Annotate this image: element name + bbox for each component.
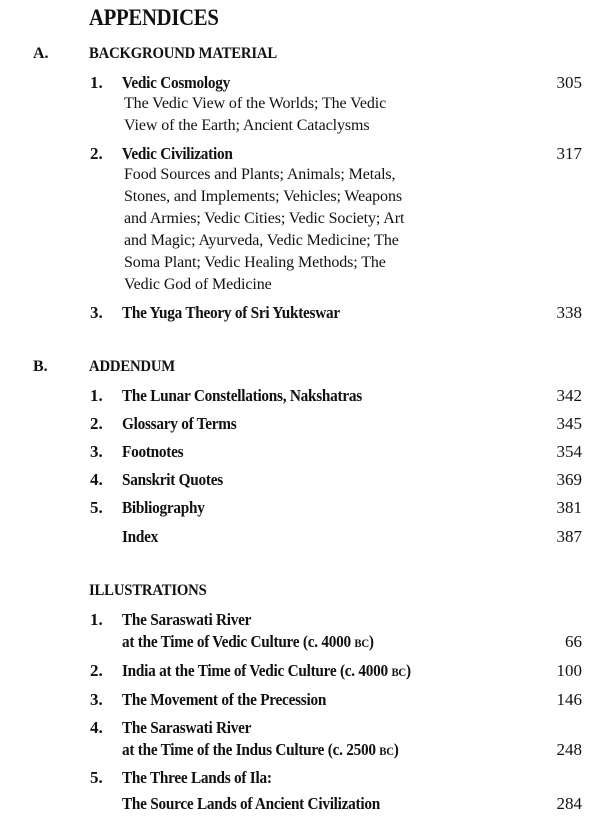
section-a-heading: BACKGROUND MATERIAL (89, 45, 278, 62)
entry-title: Bibliography (122, 498, 205, 517)
entry-title: The Saraswati River (122, 718, 252, 737)
entry-number: 2. (90, 414, 103, 433)
entry-title: The Lunar Constellations, Nakshatras (122, 386, 362, 405)
entry-number: 3. (90, 442, 103, 461)
entry-number: 5. (90, 498, 103, 517)
entry-title-line2: at the Time of the Indus Culture (c. 2500 BC) (122, 740, 399, 759)
entry-number: 4. (90, 470, 103, 489)
entry-title: Glossary of Terms (122, 414, 237, 433)
entry-page: 345 (556, 414, 582, 433)
entry-number: 1. (90, 73, 103, 92)
entry-description-line: Stones, and Implements; Vehicles; Weapons (124, 188, 402, 205)
entry-description-line: The Vedic View of the Worlds; The Vedic (124, 95, 387, 112)
entry-page: 284 (556, 794, 582, 813)
entry-number: 3. (90, 690, 103, 709)
entry-page: 305 (556, 73, 582, 92)
entry-page: 248 (556, 740, 582, 759)
illustrations-heading: ILLUSTRATIONS (89, 582, 207, 599)
entry-page: 317 (556, 144, 582, 163)
entry-page: 66 (565, 632, 582, 651)
section-b-heading: ADDENDUM (89, 358, 176, 375)
entry-description-line: Soma Plant; Vedic Healing Methods; The (124, 254, 386, 271)
entry-description-line: and Armies; Vedic Cities; Vedic Society; Art (124, 210, 405, 227)
entry-description-line: Vedic God of Medicine (124, 276, 272, 293)
entry-page: 100 (556, 661, 582, 680)
entry-title: The Yuga Theory of Sri Yukteswar (122, 303, 340, 322)
entry-page: 369 (556, 470, 582, 489)
entry-title: The Three Lands of Ila: (122, 768, 272, 787)
entry-description-line: and Magic; Ayurveda, Vedic Medicine; The (124, 232, 399, 249)
entry-title: Vedic Civilization (122, 144, 233, 163)
entry-title: Sanskrit Quotes (122, 470, 223, 489)
entry-number: 3. (90, 303, 103, 322)
entry-number: 1. (90, 610, 103, 629)
entry-title: The Movement of the Precession (122, 690, 327, 709)
entry-title: Footnotes (122, 442, 184, 461)
entry-title: India at the Time of Vedic Culture (c. 4000 BC) (122, 661, 411, 680)
entry-page: 381 (556, 498, 582, 517)
entry-title: The Saraswati River (122, 610, 252, 629)
entry-page: 387 (556, 527, 582, 546)
entry-number: 4. (90, 718, 103, 737)
entry-page: 146 (556, 690, 582, 709)
entry-description-line: Food Sources and Plants; Animals; Metals, (124, 166, 396, 183)
entry-title-line2: The Source Lands of Ancient Civilization (122, 794, 380, 813)
entry-number: 2. (90, 661, 103, 680)
entry-title: Index (122, 527, 159, 546)
entry-title: Vedic Cosmology (122, 73, 231, 92)
section-a-letter: A. (33, 45, 49, 62)
entry-page: 338 (556, 303, 582, 322)
entry-page: 342 (556, 386, 582, 405)
entry-number: 2. (90, 144, 103, 163)
entry-page: 354 (556, 442, 582, 461)
entry-title-line2: at the Time of Vedic Culture (c. 4000 BC) (122, 632, 374, 651)
entry-description-line: View of the Earth; Ancient Cataclysms (124, 117, 370, 134)
page-title: APPENDICES (89, 5, 219, 30)
entry-number: 1. (90, 386, 103, 405)
section-b-letter: B. (33, 358, 48, 375)
entry-number: 5. (90, 768, 103, 787)
